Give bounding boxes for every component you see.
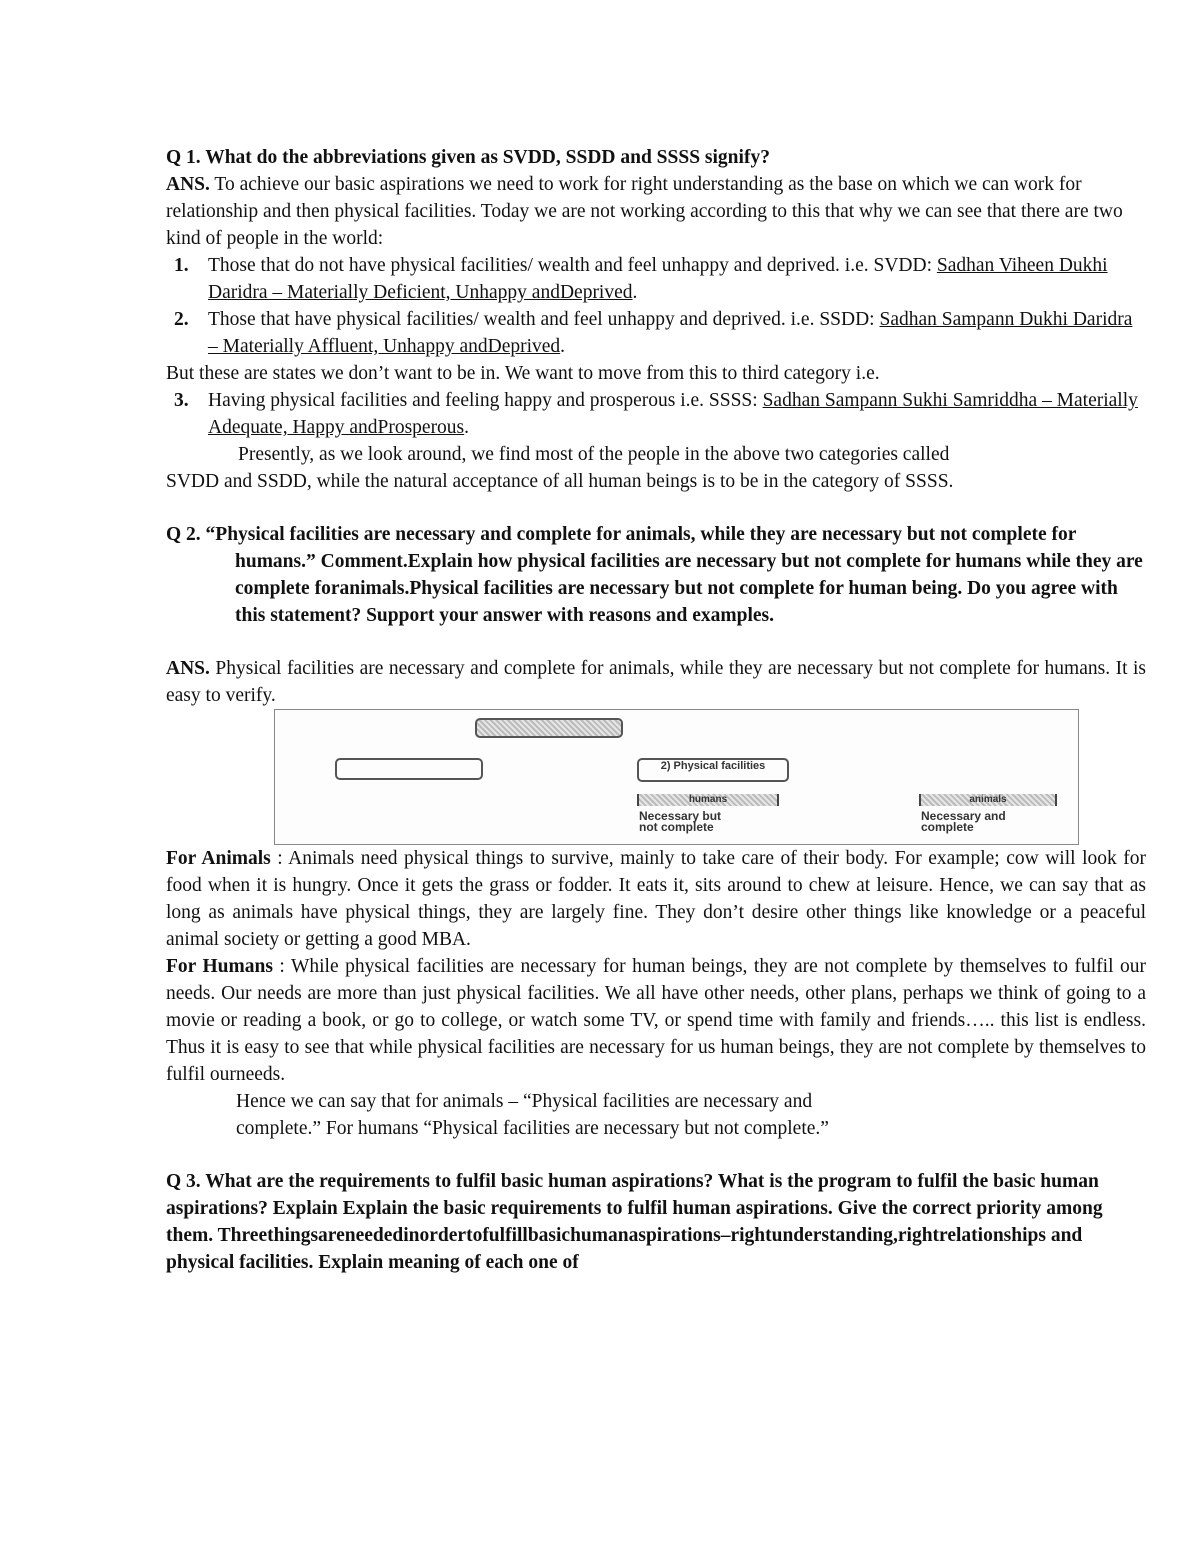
q1-item-1 <box>166 252 1146 306</box>
q1-item-1-underlined: Sadhan Viheen Dukhi Daridra – Materially Deficient, Unhappy andDeprived <box>208 255 1108 303</box>
diagram-humans-text: Necessary but not complete <box>639 809 722 834</box>
q1-item-2-underlined: Sadhan Sampann Dukhi Daridra – Materially Affluent, Unhappy andDeprived <box>208 309 1133 357</box>
q2-for-animals-text: : Animals need physical things to survive, mainly to take care of their body. For example; cow will look for food when it is hungry. Once it gets the grass or fodder. It eats it, sits around to chew at leisure. Hence, we can say that as long as animals have physical things, they are largely fine. They don’t desire other things like knowledge or a peaceful animal society or getting a good MBA. <box>166 848 1146 950</box>
q1-closing-1: Presently, as we look around, we find most of the people in the above two categories called <box>238 444 950 465</box>
q1-item-3-underlined: Sadhan Sampann Sukhi Samriddha – Materially Adequate, Happy andProsperous <box>208 390 1138 438</box>
q2-hence-2: complete.” For humans “Physical facilities are necessary but not complete.” <box>236 1118 829 1139</box>
q1-item-1-num: 1. <box>174 255 189 276</box>
q2-question-num: Q 2. <box>166 524 206 545</box>
q1-list-3 <box>166 387 1146 441</box>
q1-question: Q 1. What do the abbreviations given as SVDD, SSDD and SSSS signify? <box>166 147 770 168</box>
q1-list <box>166 252 1146 360</box>
q2-for-humans-label: For Humans <box>166 956 273 977</box>
q1-item-3-num: 3. <box>174 390 189 411</box>
q1-item-1-tail: . <box>632 282 638 303</box>
q1-ans-text: To achieve our basic aspirations we need to work for right understanding as the base on which we can work for relationship and then physical facilities. Today we are not working according to this that why we can see that there are two kind of people in the world: <box>166 174 1123 249</box>
q1-answer <box>166 171 1146 252</box>
q2-for-animals-label: For Animals <box>166 848 271 869</box>
q1-middle-text: But these are states we don’t want to be in. We want to move from this to third category i.e. <box>166 363 880 384</box>
q2-answer <box>166 655 1146 709</box>
q1-item-2-text: Those that have physical facilities/ wealth and feel unhappy and deprived. i.e. SSDD: <box>208 309 880 330</box>
q1-ans-label: ANS. <box>166 174 210 195</box>
q2-ans-label: ANS. <box>166 658 210 679</box>
q1-item-1-text: Those that do not have physical facilities/ wealth and feel unhappy and deprived. i.e. SVDD: <box>208 255 937 276</box>
document-page <box>166 144 1146 1276</box>
diagram-left-box <box>335 758 483 780</box>
q1-closing-2: SVDD and SSDD, while the natural acceptance of all human beings is to be in the category of SSSS. <box>166 471 954 492</box>
diagram-humans-label: humans <box>688 794 728 805</box>
q2-hence-1: Hence we can say that for animals – “Physical facilities are necessary and <box>236 1091 813 1112</box>
q2-for-animals <box>166 845 1146 953</box>
diagram-humans-header <box>637 794 779 806</box>
q1-item-2 <box>166 306 1146 360</box>
diagram-figure <box>274 709 1079 845</box>
q1-item-3-tail: . <box>464 417 470 438</box>
q1-item-2-tail: . <box>560 336 566 357</box>
diagram-physical-facilities-label: 2) Physical facilities <box>660 760 766 772</box>
q2-question <box>166 521 1146 629</box>
diagram-top-box <box>475 718 623 738</box>
diagram-animals-label: animals <box>969 794 1007 805</box>
q1-item-2-num: 2. <box>174 309 189 330</box>
q1-item-3 <box>166 387 1146 441</box>
diagram-physical-facilities-box <box>637 758 789 782</box>
q2-ans-text: Physical facilities are necessary and complete for animals, while they are necessary but not complete for humans. It is easy to verify. <box>166 658 1146 706</box>
q1-item-3-text: Having physical facilities and feeling happy and prosperous i.e. SSSS: <box>208 390 763 411</box>
q2-for-humans-text: : While physical facilities are necessary for human beings, they are not complete by themselves to fulfil our needs. Our needs are more than just physical facilities. We all have other needs, other plans, perhaps we think of going to a movie or reading a book, or go to college, or watch some TV, or spend time with family and friends….. this list is endless. Thus it is easy to see that while physical facilities are necessary for us human beings, they are not complete by themselves to fulfil ourneeds. <box>166 956 1146 1085</box>
q2-for-humans <box>166 953 1146 1088</box>
q2-question-text: “Physical facilities are necessary and complete for animals, while they are necessary but not complete for humans.” Comment.Explain how physical facilities are necessary but not complete for humans while they are complete foranimals.Physical facilities are necessary but not complete for human being. Do you agree with this statement? Support your answer with reasons and examples. <box>205 524 1143 626</box>
q3-question: Q 3. What are the requirements to fulfil basic human aspirations? What is the program to fulfil the basic human aspirations? Explain Explain the basic requirements to fulfil human aspirations. Give the correct priority among them. Threethingsareneededinordertofulfillbasichumanaspirations–rightunderstanding,rightrelationships and physical facilities. Explain meaning of each one of <box>166 1171 1103 1273</box>
diagram-animals-text: Necessary and complete <box>921 809 1006 834</box>
diagram-animals-header <box>919 794 1057 806</box>
